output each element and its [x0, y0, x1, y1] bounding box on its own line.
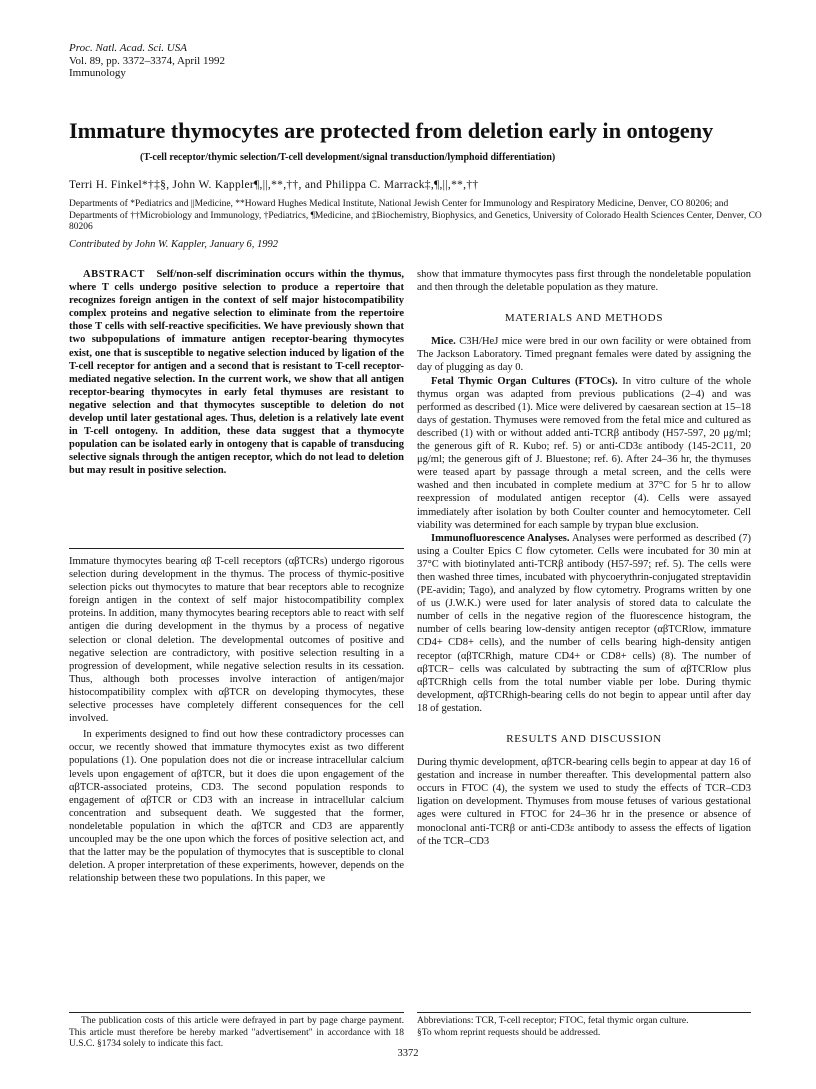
- methods-ftoc: Fetal Thymic Organ Cultures (FTOCs). In vitro culture of the whole thymus organ was adapted from previous publications (2–4) and was performed as described (1). Mice were delivered by caesarean section at 15–18 days of gestation. Thymuses were removed from the fetal mice and cultured as described (1) with or without added anti-TCRβ antibody (H57-597, 20 μg/ml; the generous gift of R. Kubo; ref. 5) or anti-CD3ε antibody (145-2C11, 20 μg/ml; the generous gift of J. Bluestone; ref. 6). After 24–36 hr, the thymuses were teased apart by passage through a metal screen, and the cells were washed and then incubated in complete medium at 37°C for 5 hr to allow reexpression of modulated antigen receptor (4). Cells were assayed immediately after isolation by both Coulter counter and hemocytometer. Cell viability was determined for each sample by trypan blue exclusion.: [417, 375, 751, 531]
- intro-paragraph-1: Immature thymocytes bearing αβ T-cell receptors (αβTCRs) undergo rigorous selection during development in the thymus. The process of thymic-positive selection picks out thymocytes to mature that bear receptors able to recognize foreign antigen in the context of self major histocompatibility complex proteins. In addition, many thymocytes bearing receptors able to react with self antigen die during development in the thymus by a process of negative selection or clonal deletion. The developmental outcomes of positive and negative selection are contradictory, with positive selection resulting in a progression of development, while negative selection results in its cessation. Thus, although both processes involve interaction of antigen/major histocompatibility complex with αβTCR on developing thymocytes, these selective processes have completely different consequences for the cell involved.: [69, 556, 404, 725]
- intro-paragraph-2: In experiments designed to find out how these contradictory processes can occur, we recently showed that immature thymocytes exist as two different populations (1). One population does not die or increase intracellular calcium levels upon engagement of αβTCR, but it does die upon engagement of the αβTCR-associated proteins, CD3. The second population responds to engagement of αβTCR or CD3 with an increase in intracellular calcium concentration and subsequent death. We suggested that the former, nondeletable population in which the αβTCR and CD3 are apparently uncoupled may be the one upon which the forces of positive selection act, and that the latter may be the population of thymocytes that is susceptible to clonal deletion. A proper interpretation of these experiments, however, depends on the relationship between these two populations. In this paper, we: [69, 729, 404, 885]
- methods-mice: Mice. C3H/HeJ mice were bred in our own facility or were obtained from The Jackson Laboratory. Timed pregnant females were dated by assigning the day of plugging as day 0.: [417, 336, 751, 374]
- abstract: [69, 268, 404, 478]
- authors: Terri H. Finkel*†‡§, John W. Kappler¶,||,**,††, and Philippa C. Marrack‡,¶,||,**,††: [69, 179, 479, 191]
- contributed-by: Contributed by John W. Kappler, January 6, 1992: [69, 239, 279, 250]
- keywords: (T-cell receptor/thymic selection/T-cell development/signal transduction/lymphoid differentiation): [140, 152, 556, 163]
- footnote-divider-left: [69, 1012, 404, 1013]
- reprint-note: §To whom reprint requests should be addressed.: [417, 1027, 601, 1038]
- footnote-abbreviations: [417, 1016, 751, 1039]
- footnote-divider-right: [417, 1012, 751, 1013]
- section-name: Immunology: [69, 67, 126, 79]
- footnote-publication-costs: The publication costs of this article were defrayed in part by page charge payment. This article must therefore be hereby marked "advertisement" in accordance with 18 U.S.C. §1734 solely to indicate this fact.: [69, 1016, 404, 1049]
- journal-name: Proc. Natl. Acad. Sci. USA: [69, 42, 187, 54]
- methods-immunofluorescence: Immunofluorescence Analyses. Analyses were performed as described (7) using a Coulter Epics C flow cytometer. Cells were incubated for 30 min at 37°C with biotinylated anti-TCRβ antibody (H57-597; ref. 5). The cells were then washed three times, incubated with phycoerythrin-conjugated streptavidin (PE-avidin; Tago), and analyzed by flow cytometry. Programs written by one of us (J.W.K.) were used for later analysis of stored data to calculate the number of cells in the negative region of the fluorescence histogram, the number of cells bearing low-density antigen receptor (αβTCRlow, immature CD4+ CD8+ cells), and the number of cells bearing high-density antigen receptor (αβTCRhigh, mature CD4+ or CD8+ cells) (8). The number of αβTCR− cells was calculated by subtracting the sum of αβTCRlow plus αβTCRhigh cells from the total number viable per lobe. During thymic development, αβTCRhigh-bearing cells do not begin to appear until after day 18 of gestation.: [417, 532, 752, 714]
- right-column: [417, 268, 751, 848]
- results-heading: RESULTS AND DISCUSSION: [506, 733, 662, 745]
- affiliations: Departments of *Pediatrics and ||Medicine, **Howard Hughes Medical Institute, National Jewish Center for Immunology and Respiratory Medicine, Denver, CO 80206; and Departments of ††Microbiology and Immunology, †Pediatrics, ¶Medicine, and ‡Biochemistry, Biophysics, and Genetics, University of Colorado Health Sciences Center, Denver, CO 80206: [69, 199, 762, 232]
- page-number: 3372: [397, 1048, 419, 1059]
- intro-continued: show that immature thymocytes pass first through the nondeletable population and then through the deletable population as they mature.: [417, 269, 751, 294]
- article-title: Immature thymocytes are protected from deletion early in ontogeny: [69, 118, 714, 143]
- abbreviations: Abbreviations: TCR, T-cell receptor; FTOC, fetal thymic organ culture.: [417, 1016, 689, 1026]
- abstract-divider: [69, 548, 404, 549]
- introduction: [69, 555, 404, 885]
- volume-info: Vol. 89, pp. 3372–3374, April 1992: [69, 54, 225, 67]
- methods-heading: MATERIALS AND METHODS: [504, 312, 664, 325]
- abstract-text: Self/non-self discrimination occurs within the thymus, where T cells undergo positive selection to produce a repertoire that recognizes foreign antigen in the context of self major histocompatibility complex proteins and negative selection to eliminate from the repertoire those T cells with self-reactive specificities. We have previously shown that two subpopulations of immature antigen receptor-bearing thymocytes exist, one that is susceptible to negative selection induced by ligation of the T-cell receptor for antigen and a second that is resistant to T-cell receptor-mediated negative selection. In the current work, we show that all antigen receptor-bearing thymocytes in early fetal thymuses are resistant to negative selection and that thymocytes susceptible to deletion do not develop until later gestational ages. Thus, deletion is a relatively late event in T-cell ontogeny. In addition, these data suggest that a thymocyte population can be isolated early in ontogeny that is capable of transducing selective signals through the antigen receptor, which do not lead to deletion but may result in positive selection.: [69, 269, 404, 477]
- results-text: During thymic development, αβTCR-bearing cells begin to appear at day 16 of gestation and increase in number thereafter. This developmental pattern also occurs in FTOC (4), the system we used to study the effects of TCR–CD3 ligation on development. Thymuses from mouse fetuses of various gestational ages were cultured in FTOC for 24–36 hr in the presence or absence of monoclonal anti-TCRβ or anti-CD3ε antibody to assess the effects of ligation of the TCR–CD3: [417, 757, 751, 847]
- running-header: [69, 42, 369, 80]
- abstract-label: ABSTRACT: [83, 269, 145, 280]
